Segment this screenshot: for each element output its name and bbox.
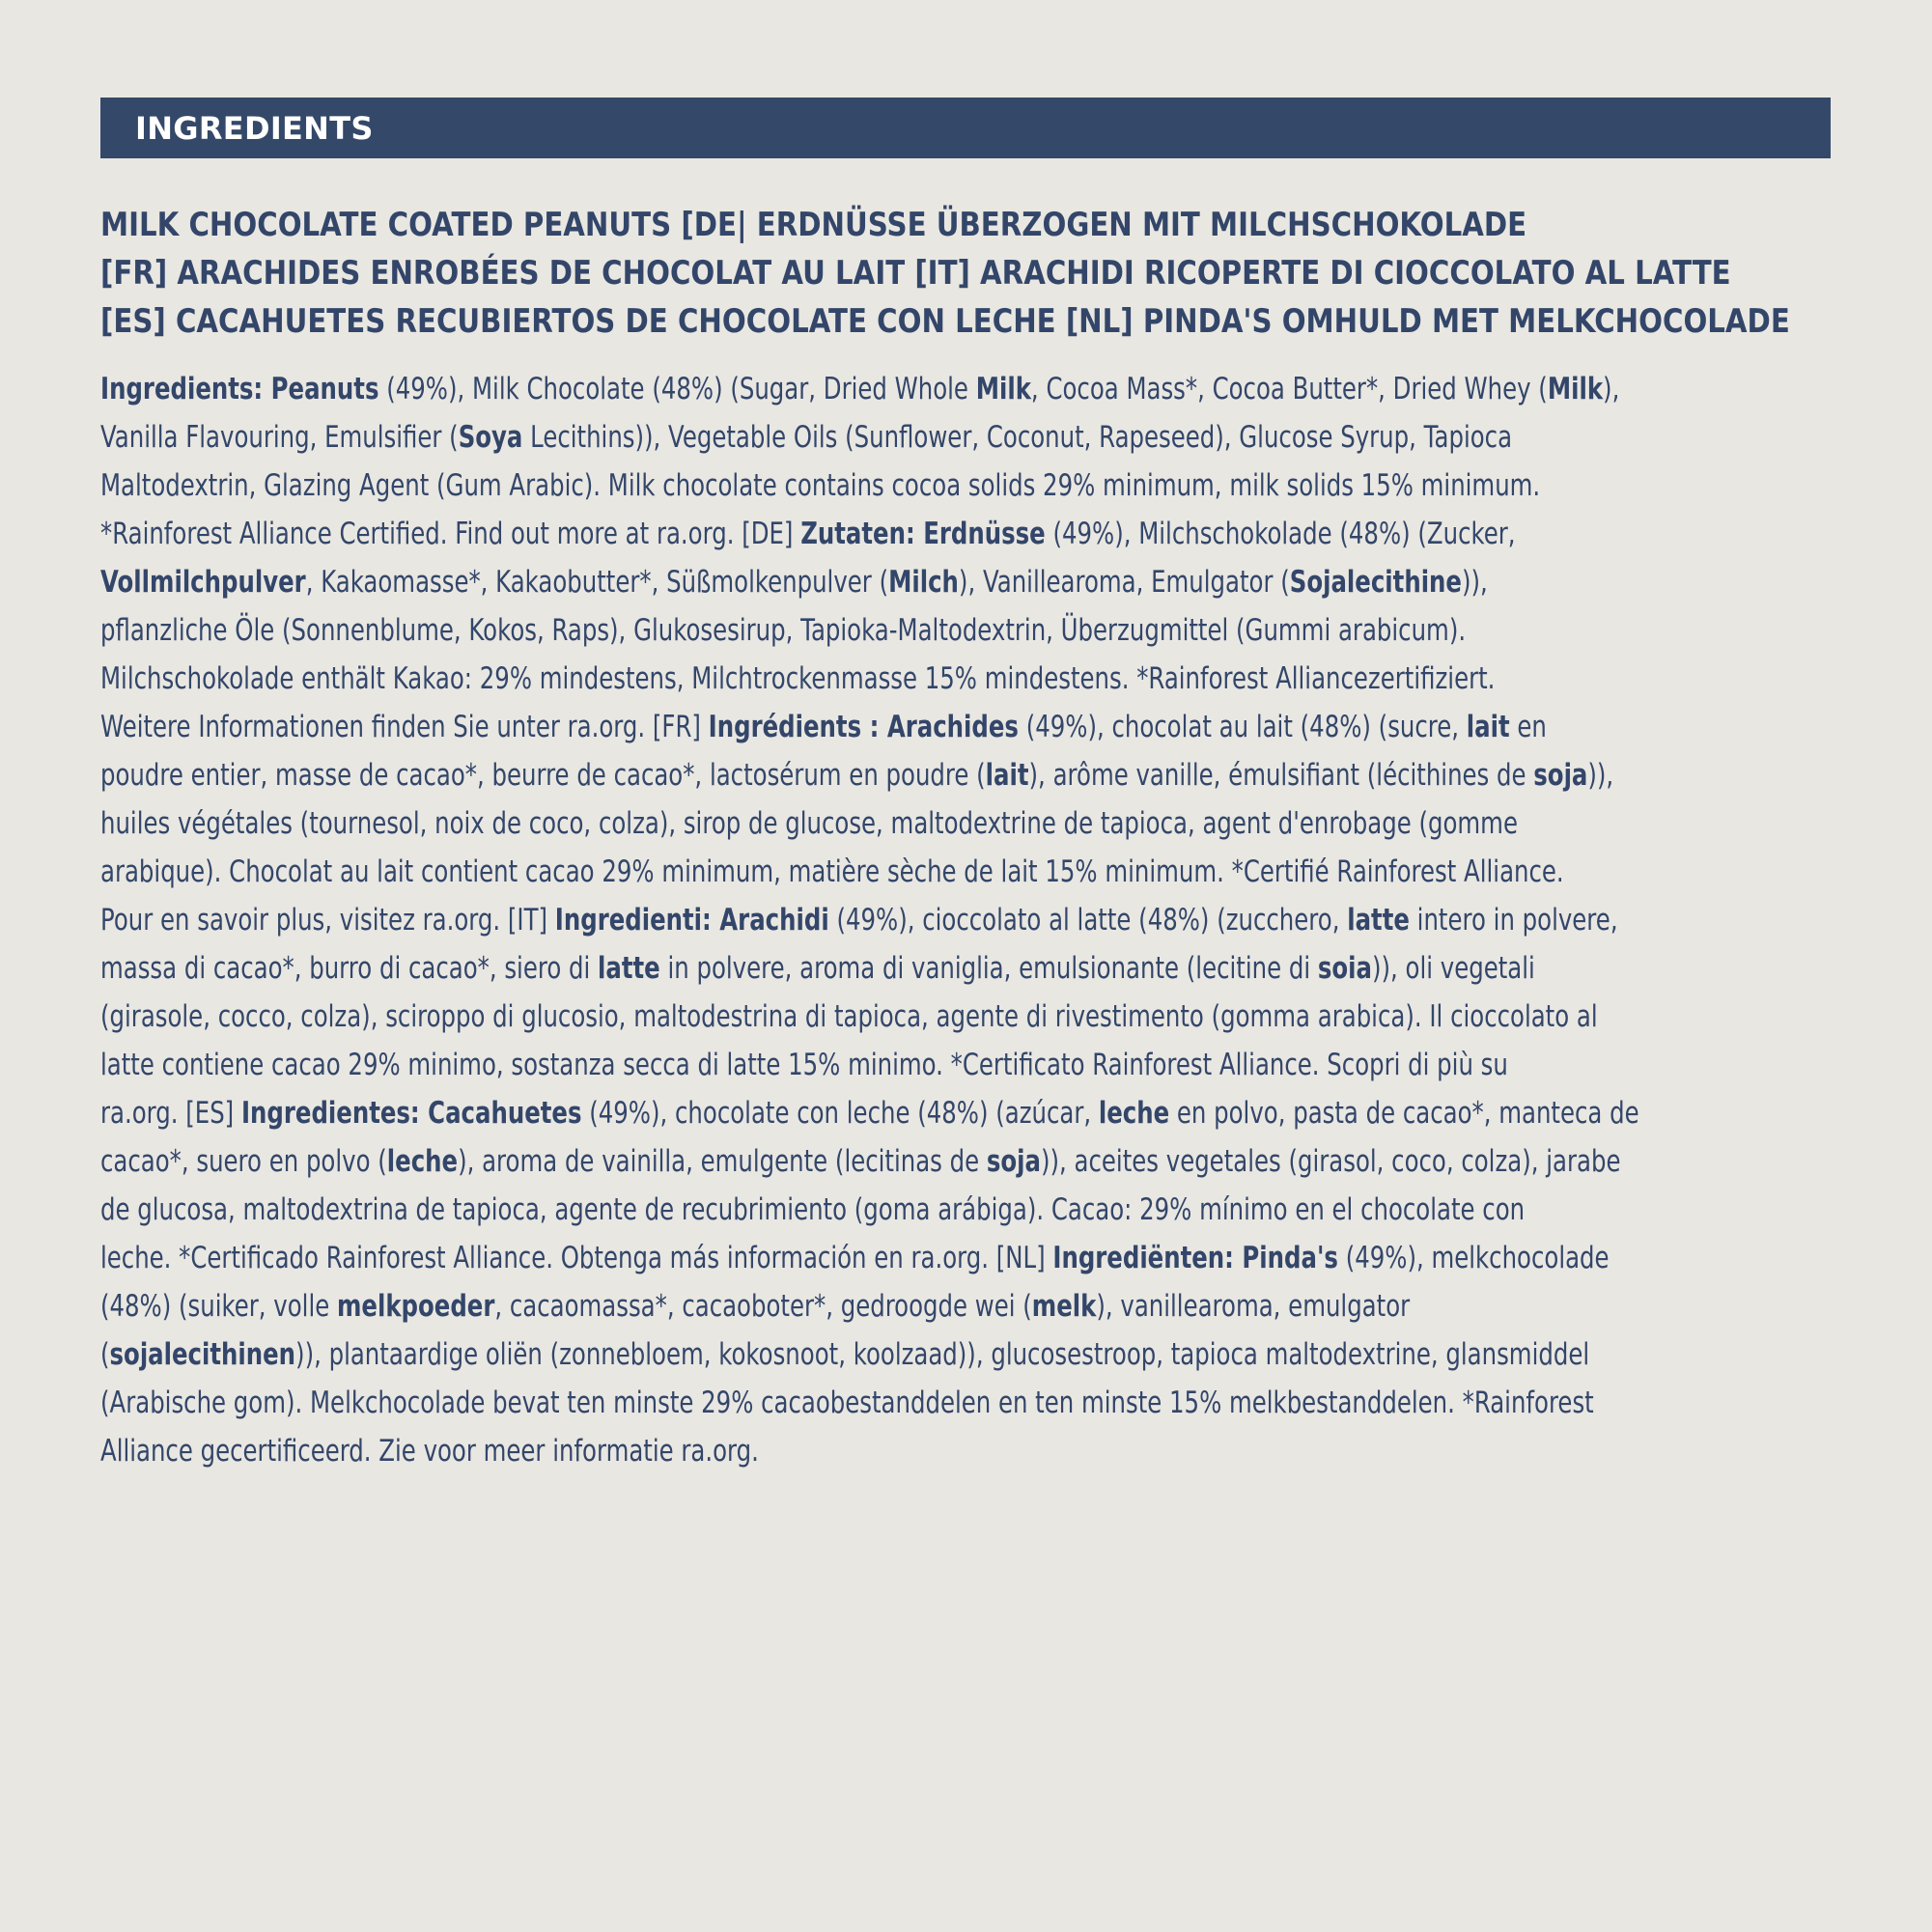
ingredient-text: Vanilla Flavouring, Emulsifier ( <box>100 420 459 455</box>
ingredients-line <box>100 1089 1639 1137</box>
ingredients-line <box>100 1379 1594 1427</box>
ingredient-text: )), <box>1587 758 1614 793</box>
header-title: INGREDIENTS <box>135 109 374 147</box>
ingredient-text: Weitere Informationen finden Sie unter ra.org. [FR] <box>100 710 709 744</box>
ingredient-text: (49%), cioccolato al latte (48%) (zucchero, <box>828 903 1348 938</box>
ingredient-text: ), vanillearoma, emulgator <box>1096 1289 1411 1324</box>
ingredients-line <box>100 413 1513 462</box>
ingredient-allergen-text: Ingrédients : Arachides <box>708 710 1019 744</box>
ingredients-line <box>100 751 1614 799</box>
ingredient-text: en <box>1509 710 1547 744</box>
ingredient-text: arabique). Chocolat au lait contient cacao 29% minimum, matière sèche de lait 15% minimum. *Certifié Rainforest Alliance. <box>100 854 1564 889</box>
ingredient-text: ra.org. [ES] <box>100 1096 241 1131</box>
ingredient-allergen-text: leche <box>1098 1096 1170 1131</box>
ingredient-allergen-text: Sojalecithine <box>1289 565 1462 600</box>
ingredients-line <box>100 896 1618 944</box>
ingredient-text: intero in polvere, <box>1409 903 1618 938</box>
ingredients-line <box>100 944 1535 993</box>
product-title <box>100 201 1790 346</box>
product-title-line: [ES] CACAHUETES RECUBIERTOS DE CHOCOLATE CON LECHE [NL] PINDA'S OMHULD MET MELKCHOCOLADE <box>100 302 1790 341</box>
ingredient-text: ), arôme vanille, émulsifiant (lécithines de <box>1028 758 1534 793</box>
ingredients-line <box>100 1041 1508 1089</box>
ingredients-line <box>100 606 1469 655</box>
ingredients-line <box>100 1282 1469 1330</box>
ingredient-text: (Arabische gom). Melkchocolade bevat ten minste 29% cacaobestanddelen en ten minste 15% melkbestanddelen. *Rainforest <box>100 1386 1594 1420</box>
ingredient-allergen-text: leche <box>386 1144 459 1179</box>
ingredient-text: , Cocoa Mass*, Cocoa Butter*, Dried Whey ( <box>1030 372 1548 406</box>
ingredients-line <box>100 510 1516 558</box>
ingredients-line <box>100 799 1518 848</box>
ingredients-line <box>100 703 1547 751</box>
ingredient-text: ( <box>100 1337 110 1372</box>
ingredient-text: (49%), chocolate con leche (48%) (azúcar, <box>581 1096 1099 1131</box>
ingredients-line <box>100 1234 1610 1282</box>
ingredient-text: )), <box>1461 565 1488 600</box>
ingredient-text: , Kakaomasse*, Kakaobutter*, Süßmolkenpulver ( <box>305 565 889 600</box>
ingredients-line <box>100 993 1598 1041</box>
ingredient-allergen-text: Milch <box>888 565 959 600</box>
ingredient-text: Maltodextrin, Glazing Agent (Gum Arabic). Milk chocolate contains cocoa solids 29% minimum, milk solids 15% minimum. <box>100 468 1541 503</box>
ingredient-text: (49%), chocolat au lait (48%) (sucre, <box>1018 710 1467 744</box>
ingredient-allergen-text: Ingredientes: Cacahuetes <box>240 1096 582 1131</box>
ingredient-text: latte contiene cacao 29% minimo, sostanza secca di latte 15% minimo. *Certificato Rainforest Alliance. Scopri di più su <box>100 1048 1508 1082</box>
ingredient-text: (49%), Milchschokolade (48%) (Zucker, <box>1045 517 1516 551</box>
ingredient-allergen-text: soja <box>986 1144 1042 1179</box>
ingredient-text: in polvere, aroma di vaniglia, emulsionante (lecitine di <box>659 951 1318 986</box>
ingredients-line <box>100 848 1564 896</box>
ingredient-allergen-text: Ingredients: Peanuts <box>100 372 379 406</box>
ingredient-allergen-text: lait <box>1466 710 1510 744</box>
ingredient-text: poudre entier, masse de cacao*, beurre de cacao*, lactosérum en poudre ( <box>100 758 986 793</box>
ingredients-line <box>100 1186 1526 1234</box>
ingredient-text: ), <box>1603 372 1620 406</box>
ingredient-text: Milchschokolade enthält Kakao: 29% mindestens, Milchtrockenmasse 15% mindestens. *Rainforest Alliancezertifiziert. <box>100 661 1496 696</box>
ingredient-allergen-text: sojalecithinen <box>109 1337 296 1372</box>
ingredient-text: de glucosa, maltodextrina de tapioca, agente de recubrimiento (goma arábiga). Cacao: 29% mínimo en el chocolate con <box>100 1192 1526 1227</box>
ingredients-text <box>100 365 1639 1475</box>
ingredient-text: massa di cacao*, burro di cacao*, siero di <box>100 951 599 986</box>
ingredient-allergen-text: soja <box>1533 758 1588 793</box>
product-title-line: MILK CHOCOLATE COATED PEANUTS [DE| ERDNÜSSE ÜBERZOGEN MIT MILCHSCHOKOLADE <box>100 206 1527 244</box>
ingredient-text: pflanzliche Öle (Sonnenblume, Kokos, Raps), Glukosesirup, Tapioka-Maltodextrin, Überzugmittel (Gummi arabicum). <box>100 613 1467 648</box>
ingredient-allergen-text: lait <box>985 758 1029 793</box>
ingredient-allergen-text: Ingrediënten: Pinda's <box>1052 1241 1338 1275</box>
ingredient-allergen-text: melk <box>1031 1289 1097 1324</box>
ingredients-line <box>100 1137 1621 1186</box>
ingredients-header-bar <box>100 98 1831 158</box>
ingredient-text: )), oli vegetali <box>1371 951 1535 986</box>
ingredient-text: )), aceites vegetales (girasol, coco, colza), jarabe <box>1041 1144 1621 1179</box>
ingredient-allergen-text: Ingredienti: Arachidi <box>554 903 829 938</box>
ingredients-line <box>100 558 1488 606</box>
ingredient-text: Pour en savoir plus, visitez ra.org. [IT] <box>100 903 555 938</box>
ingredients-line <box>100 1330 1590 1379</box>
ingredient-text: cacao*, suero en polvo ( <box>100 1144 387 1179</box>
ingredient-text: leche. *Certificado Rainforest Alliance. Obtenga más información en ra.org. [NL] <box>100 1241 1053 1275</box>
ingredient-text: ), Vanillearoma, Emulgator ( <box>958 565 1290 600</box>
ingredient-allergen-text: latte <box>1347 903 1410 938</box>
ingredient-allergen-text: latte <box>598 951 660 986</box>
ingredient-text: Alliance gecertificeerd. Zie voor meer informatie ra.org. <box>100 1434 759 1469</box>
ingredient-text: (48%) (suiker, volle <box>100 1289 337 1324</box>
ingredient-allergen-text: Vollmilchpulver <box>100 565 306 600</box>
ingredients-line <box>100 655 1496 703</box>
ingredient-text: *Rainforest Alliance Certified. Find out more at ra.org. [DE] <box>100 517 801 551</box>
ingredient-text: en polvo, pasta de cacao*, manteca de <box>1169 1096 1639 1131</box>
ingredients-line <box>100 462 1541 510</box>
ingredient-text: ), aroma de vainilla, emulgente (lecitinas de <box>458 1144 987 1179</box>
ingredient-text: (49%), melkchocolade <box>1337 1241 1610 1275</box>
ingredient-text: , cacaomassa*, cacaoboter*, gedroogde wei ( <box>494 1289 1032 1324</box>
ingredient-text: (girasole, cocco, colza), sciroppo di glucosio, maltodestrina di tapioca, agente di rivestimento (gomma arabica). Il cioccolato al <box>100 999 1598 1034</box>
product-title-line: [FR] ARACHIDES ENROBÉES DE CHOCOLAT AU LAIT [IT] ARACHIDI RICOPERTE DI CIOCCOLATO AL LATTE <box>100 254 1731 293</box>
ingredient-allergen-text: Milk <box>1547 372 1604 406</box>
ingredient-allergen-text: soia <box>1317 951 1372 986</box>
ingredient-allergen-text: Zutaten: Erdnüsse <box>800 517 1046 551</box>
ingredient-allergen-text: Milk <box>975 372 1031 406</box>
ingredient-text: huiles végétales (tournesol, noix de coco, colza), sirop de glucose, maltodextrine de tapioca, agent d'enrobage (gomme <box>100 806 1518 841</box>
ingredient-text: )), plantaardige oliën (zonnebloem, kokosnoot, koolzaad)), glucosestroop, tapioca maltodextrine, glansmiddel <box>295 1337 1590 1372</box>
ingredient-allergen-text: melkpoeder <box>336 1289 495 1324</box>
ingredient-text: Lecithins)), Vegetable Oils (Sunflower, Coconut, Rapeseed), Glucose Syrup, Tapioca <box>522 420 1513 455</box>
ingredients-line <box>100 365 1620 413</box>
ingredient-allergen-text: Soya <box>458 420 523 455</box>
ingredient-text: (49%), Milk Chocolate (48%) (Sugar, Dried Whole <box>378 372 976 406</box>
ingredients-line <box>100 1427 1469 1475</box>
